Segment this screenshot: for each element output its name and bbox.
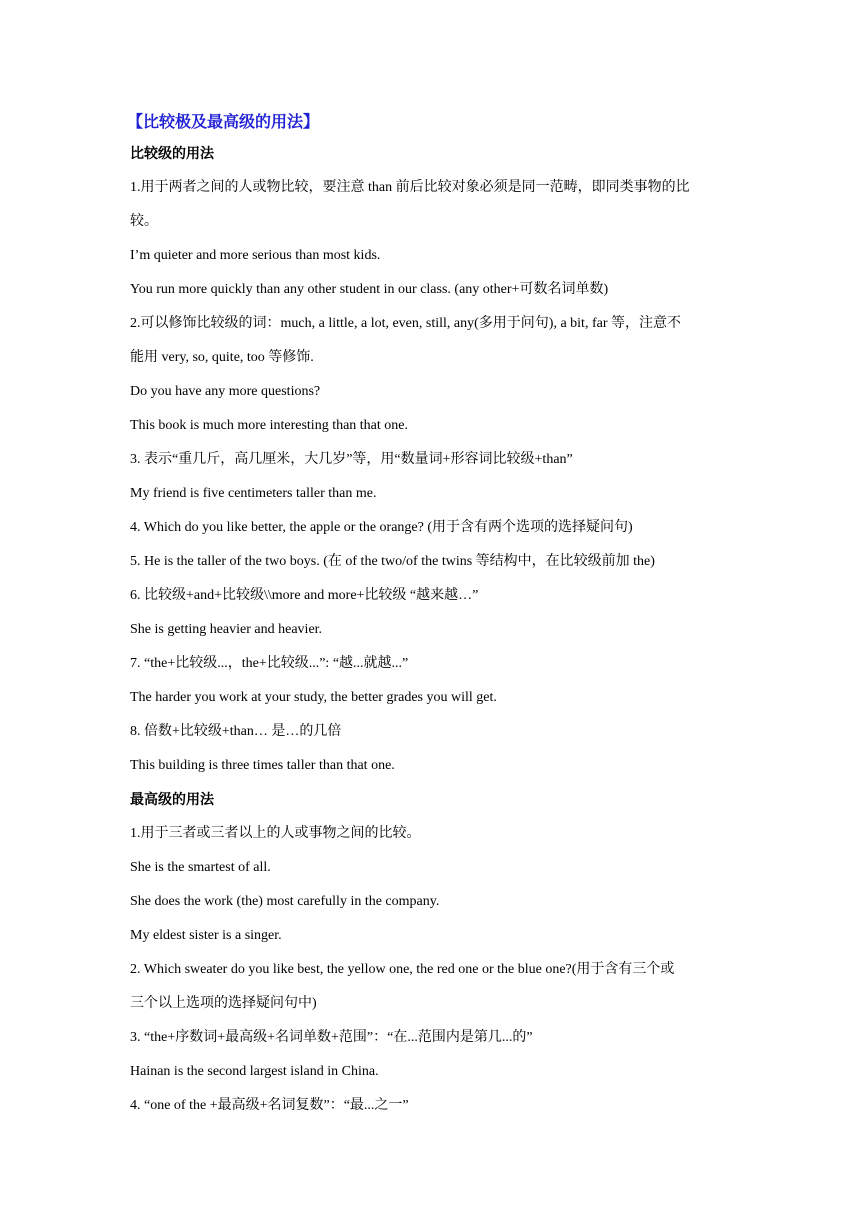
text-line: 较。 [130,214,158,229]
text-line: 5. He is the taller of the two boys. (在 of the two/of the twins 等结构中，在比较级前加 the) [130,554,655,569]
comparative-heading: 比较级的用法 [130,146,214,162]
document-page [127,107,736,1123]
text-line: You run more quickly than any other student in our class. (any other+可数名词单数) [130,282,609,297]
text-line: I’m quieter and more serious than most kids. [130,248,381,263]
text-line: 三个以上选项的选择疑问句中) [130,996,317,1011]
text-line: My eldest sister is a singer. [130,928,282,943]
text-line: 7. “the+比较级...，the+比较级...”: “越...就越...” [130,656,409,671]
text-line: 1.用于两者之间的人或物比较，要注意 than 前后比较对象必须是同一范畴，即同类事物的比 [130,180,690,195]
text-line: Do you have any more questions? [130,384,321,399]
text-line: Hainan is the second largest island in China. [130,1064,379,1079]
text-line: 4. Which do you like better, the apple or the orange? (用于含有两个选项的选择疑问句) [130,520,633,535]
text-line: 2. Which sweater do you like best, the yellow one, the red one or the blue one?(用于含有三个或 [130,962,675,977]
text-line: My friend is five centimeters taller than me. [130,486,377,501]
document-title: 【比较极及最高级的用法】 [127,112,320,131]
text-line: 2.可以修饰比较级的词：much, a little, a lot, even, still, any(多用于问句), a bit, far 等，注意不 [130,316,681,331]
text-line: The harder you work at your study, the better grades you will get. [130,690,497,705]
text-line: 1.用于三者或三者以上的人或事物之间的比较。 [130,826,421,841]
text-line: 4. “one of the +最高级+名词复数”：“最...之一” [130,1098,409,1113]
text-line: She is the smartest of all. [130,860,271,875]
text-line: She is getting heavier and heavier. [130,622,323,637]
text-line: This book is much more interesting than that one. [130,418,409,433]
superlative-heading: 最高级的用法 [130,792,214,808]
text-line: 3. 表示“重几斤，高几厘米，大几岁”等，用“数量词+形容词比较级+than” [130,452,573,467]
text-line: 3. “the+序数词+最高级+名词单数+范围”：“在...范围内是第几...的” [130,1030,533,1045]
text-line: 8. 倍数+比较级+than… 是…的几倍 [130,724,342,739]
text-line: 能用 very, so, quite, too 等修饰. [130,350,314,365]
text-line: 6. 比较级+and+比较级\\more and more+比较级 “越来越…” [130,588,479,603]
text-line: This building is three times taller than that one. [130,758,395,773]
text-line: She does the work (the) most carefully in the company. [130,894,440,909]
